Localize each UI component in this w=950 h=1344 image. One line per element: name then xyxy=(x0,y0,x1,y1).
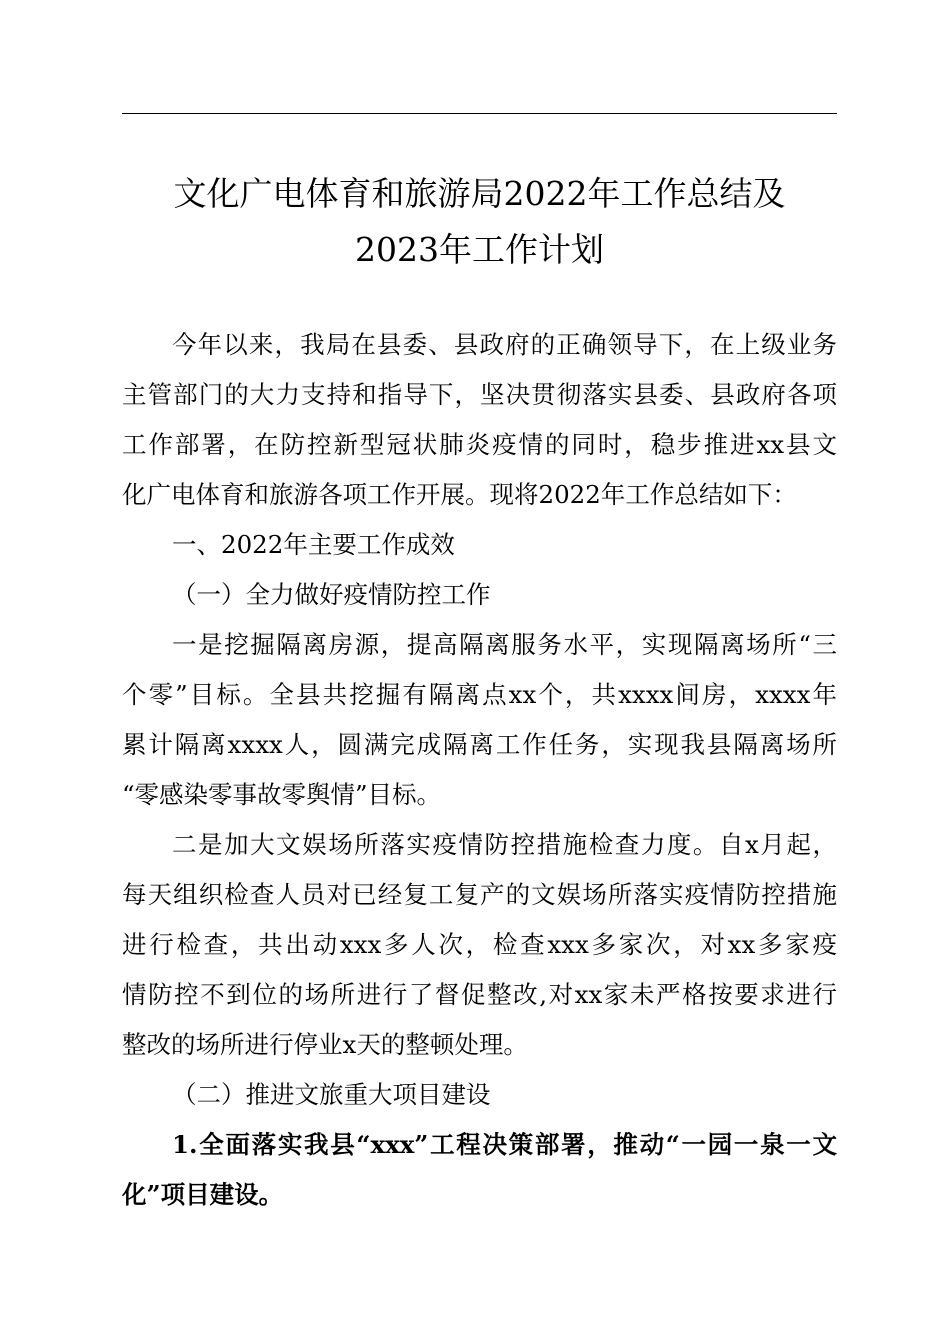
text-line: 今年以来，我局在县委、县政府的正确领导下，在上级业务 xyxy=(172,330,837,359)
text-line: 情防控不到位的场所进行了督促整改,对xx家未严格按要求进行 xyxy=(122,980,837,1009)
text-line: 工作部署，在防控新型冠状肺炎疫情的同时，稳步推进xx县文 xyxy=(122,430,837,459)
document-body xyxy=(122,320,837,1220)
text-line: 二是加大文娱场所落实疫情防控措施检查力度。自x月起， xyxy=(172,830,837,859)
text-line: 累计隔离xxxx人，圆满完成隔离工作任务，实现我县隔离场所 xyxy=(122,730,837,759)
text-line: 整改的场所进行停业x天的整顿处理。 xyxy=(122,1030,528,1059)
subsection-heading-2: （二）推进文旅重大项目建设 xyxy=(172,1080,491,1109)
title-line-2: 2023年工作计划 xyxy=(355,230,604,269)
paragraph-isolation xyxy=(122,620,837,820)
paragraph-project xyxy=(122,1120,837,1220)
text-line: 1.全面落实我县“xxx”工程决策部署，推动“一园一泉一文 xyxy=(172,1130,837,1159)
subsection-heading-1: （一）全力做好疫情防控工作 xyxy=(172,580,491,609)
text-line: 个零”目标。全县共挖掘有隔离点xx个，共xxxx间房，xxxx年 xyxy=(122,680,837,709)
section-heading-1: 一、2022年主要工作成效 xyxy=(172,530,455,559)
text-line: “零感染零事故零舆情”目标。 xyxy=(122,780,442,809)
text-line: 每天组织检查人员对已经复工复产的文娱场所落实疫情防控措施 xyxy=(122,880,837,909)
paragraph-inspection xyxy=(122,820,837,1070)
title-line-1: 文化广电体育和旅游局2022年工作总结及 xyxy=(173,174,786,213)
header-rule xyxy=(122,113,837,114)
text-line: 化广电体育和旅游各项工作开展。现将2022年工作总结如下： xyxy=(122,480,797,509)
text-line: 化”项目建设。 xyxy=(122,1180,284,1209)
text-line: 主管部门的大力支持和指导下，坚决贯彻落实县委、县政府各项 xyxy=(122,380,837,409)
text-line: 进行检查，共出动xxx多人次，检查xxx多家次，对xx多家疫 xyxy=(122,930,837,959)
intro-paragraph xyxy=(122,320,837,520)
text-line: 一是挖掘隔离房源，提高隔离服务水平，实现隔离场所“三 xyxy=(172,630,837,659)
document-title xyxy=(122,166,837,278)
